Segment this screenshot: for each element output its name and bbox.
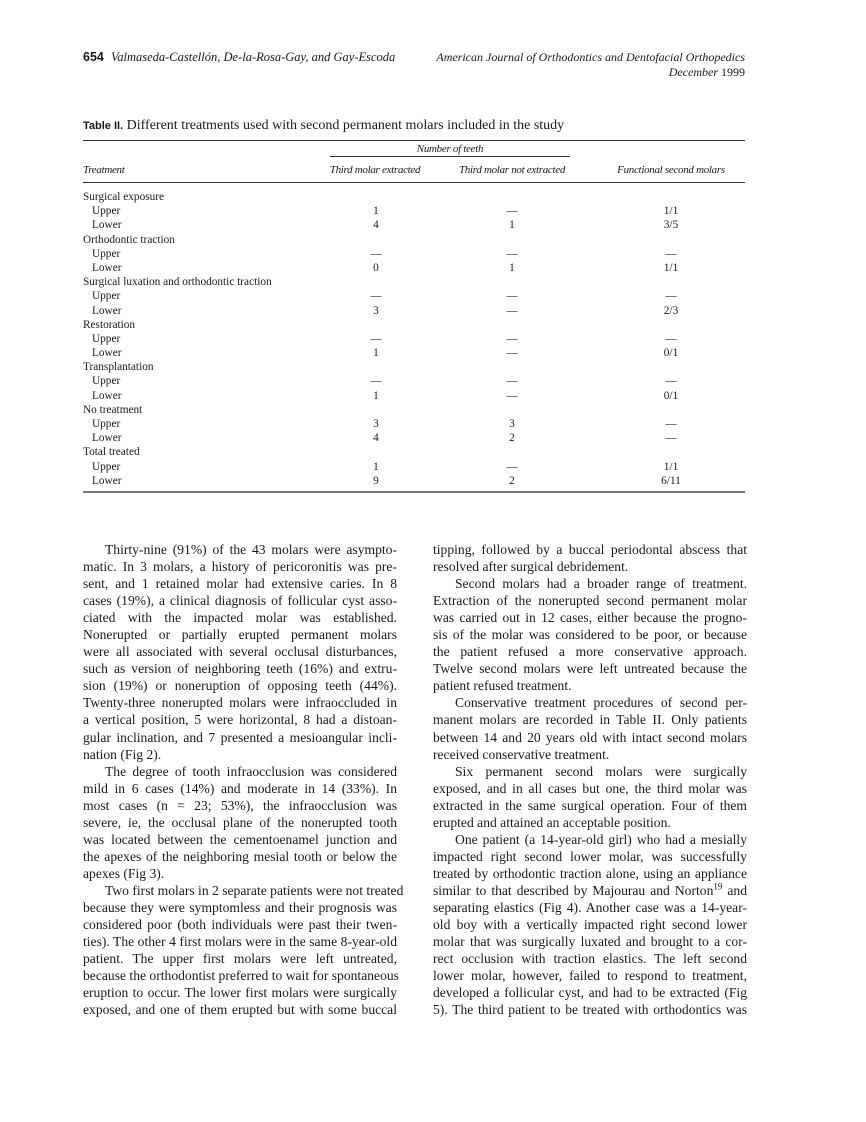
cell: 3 <box>373 304 379 317</box>
cell: 6/11 <box>661 474 681 487</box>
text-line: treated by orthodontic traction alone, using an appliance <box>433 865 747 881</box>
text-line: Six permanent second molars were surgically <box>455 763 747 779</box>
table-row <box>83 247 745 261</box>
table-row <box>83 289 745 303</box>
table-group-row <box>83 233 745 247</box>
table-bottom-rule <box>83 491 745 493</box>
text-line: exposed, and one of them erupted but with some buccal <box>83 1002 397 1018</box>
cell: 0/1 <box>663 347 679 360</box>
table-row <box>83 218 745 232</box>
text-line: mild in 6 cases (14%) and moderate in 14 (33%). In <box>83 780 397 796</box>
cell: 2/3 <box>663 304 679 317</box>
text-line: molar that was surgically luxated and brought to a cor- <box>433 934 747 950</box>
text-line: 5). The third patient to be treated with orthodontics was <box>433 1002 747 1018</box>
cell: 0 <box>373 261 379 274</box>
cell: 1 <box>373 205 379 218</box>
row-label: Lower <box>92 304 122 317</box>
row-label: Surgical luxation and orthodontic traction <box>83 276 272 289</box>
row-label: Total treated <box>83 446 140 459</box>
table-group-row <box>83 360 745 374</box>
column-header-treatment: Treatment <box>83 164 125 176</box>
row-label: Upper <box>92 375 121 388</box>
row-label: Upper <box>92 332 121 345</box>
table-row <box>83 261 745 275</box>
text-line: sion (19%) or noneruption of opposing teeth (44%). <box>83 678 397 694</box>
cell: 1/1 <box>663 261 679 274</box>
journal-title: American Journal of Orthodontics and Dentofacial Orthopedics <box>436 50 745 64</box>
text-line: sis of the molar was considered to be poor, or because <box>433 627 747 643</box>
text-line: apexes (Fig 3). <box>83 865 165 881</box>
paragraph <box>83 882 404 1018</box>
cell: 1/1 <box>663 460 679 473</box>
text-line: extracted in the same surgical operation. Four of them <box>433 797 747 813</box>
cell: — <box>370 332 382 345</box>
row-label: No treatment <box>83 403 143 416</box>
table-row <box>83 417 745 431</box>
cell: 1/1 <box>663 205 679 218</box>
text-line: Twelve second molars were left untreated because the <box>433 661 747 677</box>
table-row <box>83 304 745 318</box>
text-column-left <box>83 541 404 1018</box>
cell: — <box>665 332 677 345</box>
table-row <box>83 474 745 488</box>
text-line: were all associated with several occlusal disturbances, <box>83 644 397 660</box>
cell: — <box>370 290 382 303</box>
table-header-rule <box>83 182 745 183</box>
cell: — <box>665 290 677 303</box>
text-line: Nonerupted or partially erupted permanent molars <box>83 627 397 643</box>
table-row <box>83 204 745 218</box>
cell: — <box>506 205 518 218</box>
cell: 4 <box>373 432 379 445</box>
text-line: received conservative treatment. <box>433 746 610 762</box>
cell: 1 <box>509 261 515 274</box>
cell: — <box>665 247 677 260</box>
text-line: sent, and 1 retained molar had extensive caries. In 8 <box>83 576 397 592</box>
running-header-left <box>83 50 395 65</box>
cell: — <box>506 290 518 303</box>
text-line: rect occlusion with traction elastics. The left second <box>433 951 747 967</box>
cell: — <box>665 418 677 430</box>
cell: 3 <box>373 418 379 430</box>
cell: 9 <box>373 474 379 487</box>
text-line: Conservative treatment procedures of second per- <box>455 695 747 711</box>
citation-superscript: 19 <box>713 881 723 892</box>
row-label: Upper <box>92 205 121 218</box>
cell: — <box>506 304 518 317</box>
cell: — <box>506 247 518 260</box>
row-label: Upper <box>92 290 121 303</box>
cell: 0/1 <box>663 389 679 402</box>
text-line: Thirty-nine (91%) of the 43 molars were asympto- <box>105 542 397 557</box>
cell: 3/5 <box>663 219 679 232</box>
row-label: Lower <box>92 347 122 360</box>
table-row <box>83 460 745 474</box>
text-line: separating elastics (Fig 4). Another case was a 14-year- <box>433 899 747 915</box>
row-label: Orthodontic traction <box>83 233 175 246</box>
text-line: ties). The other 4 first molars were in the same 8-year-old <box>83 934 397 950</box>
row-label: Lower <box>92 389 122 402</box>
issue-year: 1999 <box>721 65 745 79</box>
authors: Valmaseda-Castellón, De-la-Rosa-Gay, and Gay-Escoda <box>110 50 396 64</box>
issue-month: December <box>668 65 718 79</box>
cell: — <box>665 375 677 388</box>
text-line: Extraction of the nonerupted second permanent molar <box>433 593 747 609</box>
cell: — <box>665 432 677 445</box>
text-line: impacted right second lower molar, was successfully <box>433 848 747 864</box>
table-row <box>83 346 745 360</box>
text-line: developed a follicular cyst, and had to be extracted (Fig <box>433 985 747 1001</box>
text-line: severe, ie, the occlusal plane of the nonerupted tooth <box>83 814 397 830</box>
running-header-right <box>436 50 745 80</box>
text-line: exposed, and in all cases but one, the third molar was <box>433 780 747 796</box>
table-group-row <box>83 403 745 417</box>
text-line: gular inclination, and 7 presented a mesioangular incli- <box>83 729 397 745</box>
table-group-row <box>83 318 745 332</box>
text-line: manent molars are recorded in Table II. Only patients <box>433 712 747 728</box>
row-label: Lower <box>92 261 122 274</box>
row-label: Restoration <box>83 318 136 331</box>
table-label: Table II. <box>83 120 124 132</box>
cell: 2 <box>509 432 515 445</box>
text-line: the apexes of the neighboring mesial tooth or below the <box>83 848 397 864</box>
text-line: considered poor (both individuals were past their twen- <box>83 917 397 933</box>
text-line: was carried out in 12 cases, either because the progno- <box>433 610 747 626</box>
cell: — <box>370 247 382 260</box>
paragraph <box>433 763 747 831</box>
page-number: 654 <box>83 50 104 64</box>
table-caption-text: Different treatments used with second permanent molars included in the study <box>126 118 565 133</box>
text-line: cases (19%), a clinical diagnosis of follicular cyst asso- <box>83 593 397 609</box>
table-group-row <box>83 275 745 289</box>
text-column-right <box>433 541 747 1018</box>
table-body <box>83 190 745 488</box>
row-label: Transplantation <box>83 361 154 374</box>
row-label: Surgical exposure <box>83 191 165 203</box>
text-line: matic. In 3 molars, a history of pericoronitis was pre- <box>83 559 397 575</box>
row-label: Upper <box>92 418 121 430</box>
paragraph <box>433 541 747 575</box>
column-header-third-molar-not-extracted: Third molar not extracted <box>458 164 566 176</box>
cell: — <box>506 375 518 388</box>
paragraph <box>433 694 747 762</box>
column-header-functional-second-molars: Functional second molars <box>617 164 725 176</box>
group-header: Number of teeth <box>416 143 484 155</box>
text-line: because they were symptomless and their prognosis was <box>83 899 397 915</box>
cell: — <box>506 347 518 360</box>
text-line: nation (Fig 2). <box>83 746 162 762</box>
text-line: eruption to occur. The lower first molars were surgically <box>83 985 397 1001</box>
table-caption <box>83 118 564 134</box>
text-line: similar to that described by Majourau and Norton$^{19}$ and <box>433 881 748 898</box>
paragraph <box>83 541 397 763</box>
table-top-rule <box>83 140 745 141</box>
text-line: Second molars had a broader range of treatment. <box>455 576 747 592</box>
text-line: ciated with the impacted molar was established. <box>83 610 397 626</box>
paragraph <box>433 575 747 694</box>
row-label: Lower <box>92 474 122 487</box>
text-line: patient refused treatment. <box>433 678 572 694</box>
cell: 1 <box>373 389 379 402</box>
row-label: Upper <box>92 460 121 473</box>
text-line: Two first molars in 2 separate patients were not treated <box>105 882 404 898</box>
cell: — <box>506 389 518 402</box>
cell: 1 <box>373 460 379 473</box>
text-line: lower molar, however, failed to respond to treatment, <box>433 968 747 984</box>
text-line: Twenty-three nonerupted molars were infraoccluded in <box>83 695 397 711</box>
text-line: was located between the cementoenamel junction and <box>83 831 397 847</box>
text-line: old boy with a vertically impacted right second lower <box>433 917 747 933</box>
row-label: Upper <box>92 247 121 260</box>
group-header-rule <box>330 156 570 157</box>
table-row <box>83 332 745 346</box>
text-line: a vertical position, 5 were horizontal, 8 had a distoan- <box>83 712 397 728</box>
text-line: The degree of tooth infraocclusion was considered <box>105 763 397 779</box>
text-line: between 14 and 20 years old with intact second molars <box>433 729 747 745</box>
text-line: One patient (a 14-year-old girl) who had a mesially <box>455 831 747 847</box>
text-line: the patient refused a more conservative approach. <box>433 644 747 660</box>
cell: 4 <box>373 219 379 232</box>
paragraph <box>83 763 397 882</box>
cell: 1 <box>509 219 515 232</box>
paragraph <box>433 831 747 1019</box>
cell: 2 <box>509 474 515 487</box>
text-line: because the orthodontist preferred to wait for spontaneous <box>83 968 399 984</box>
text-line: patient. The upper first molars were left untreated, <box>83 951 397 967</box>
table-row <box>83 389 745 403</box>
text-line: erupted and attained an acceptable position. <box>433 814 671 830</box>
table-row <box>83 374 745 388</box>
column-header-third-molar-extracted: Third molar extracted <box>329 164 421 176</box>
text-line: such as version of neighboring teeth (16%) and extru- <box>83 661 397 677</box>
cell: — <box>506 460 518 473</box>
text-line: tipping, followed by a buccal periodontal abscess that <box>433 542 747 557</box>
cell: — <box>370 375 382 388</box>
cell: 3 <box>509 418 515 430</box>
table-row <box>83 431 745 445</box>
row-label: Lower <box>92 219 122 232</box>
issue-date <box>436 65 745 80</box>
table-group-row <box>83 445 745 459</box>
text-line: most cases (n = 23; 53%), the infraocclusion was <box>83 797 397 813</box>
cell: 1 <box>373 347 379 360</box>
text-line: resolved after surgical debridement. <box>433 559 629 575</box>
table-group-row <box>83 190 745 204</box>
cell: — <box>506 332 518 345</box>
row-label: Lower <box>92 432 122 445</box>
